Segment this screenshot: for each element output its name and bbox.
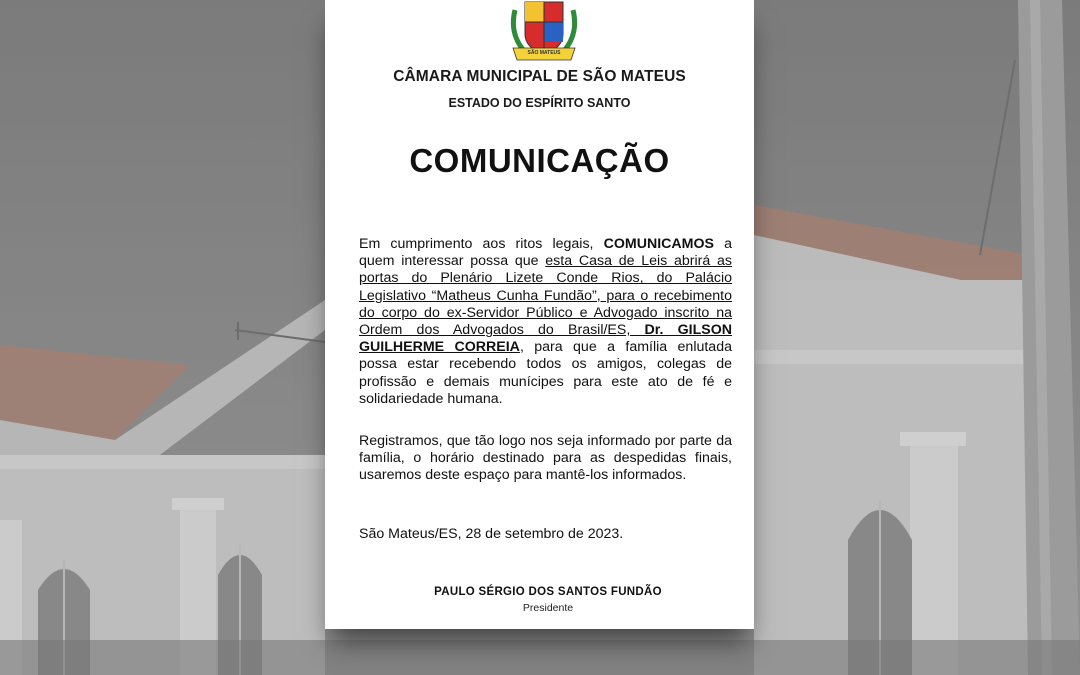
paragraph-1-lead: Em cumprimento aos ritos legais, <box>359 236 604 252</box>
paragraph-1-keyword: COMUNICAMOS <box>603 236 714 252</box>
announcement-paragraph-1 <box>359 236 732 408</box>
paragraph-1-tail: , para que a família enlutada possa estar recebendo todos os amigos, colegas de profissão e demais munícipes para este ato de fé e solidariedade humana. <box>359 339 732 407</box>
paragraph-1-honoree: Dr. GILSON GUILHERME CORREIA <box>359 322 732 356</box>
date-line: São Mateus/ES, 28 de setembro de 2023. <box>359 526 624 542</box>
paragraph-1-underlined: esta Casa de Leis abrirá as portas do Plenário Lizete Conde Rios, do Palácio Legislativo “Matheus Cunha Fundão”, para o recebimento do corpo do ex-Servidor Público e Advogado inscrito na Ordem dos Advogados do Brasil/ES, <box>359 253 732 339</box>
document-title: COMUNICAÇÃO <box>409 142 670 179</box>
coat-of-arms-icon <box>507 0 581 66</box>
organization-state: ESTADO DO ESPÍRITO SANTO <box>448 96 631 110</box>
signature-name: PAULO SÉRGIO DOS SANTOS FUNDÃO <box>434 586 662 598</box>
organization-name: CÂMARA MUNICIPAL DE SÃO MATEUS <box>393 68 686 85</box>
paragraph-1-after-keyword: a quem interessar possa que <box>359 236 732 270</box>
signature-role: Presidente <box>522 602 574 614</box>
crest-ribbon-text: SÃO MATEUS <box>527 50 561 56</box>
announcement-paragraph-2: Registramos, que tão logo nos seja informado por parte da família, o horário destinado para as despedidas finais, usaremos deste espaço para mantê-los informados. <box>359 433 732 484</box>
